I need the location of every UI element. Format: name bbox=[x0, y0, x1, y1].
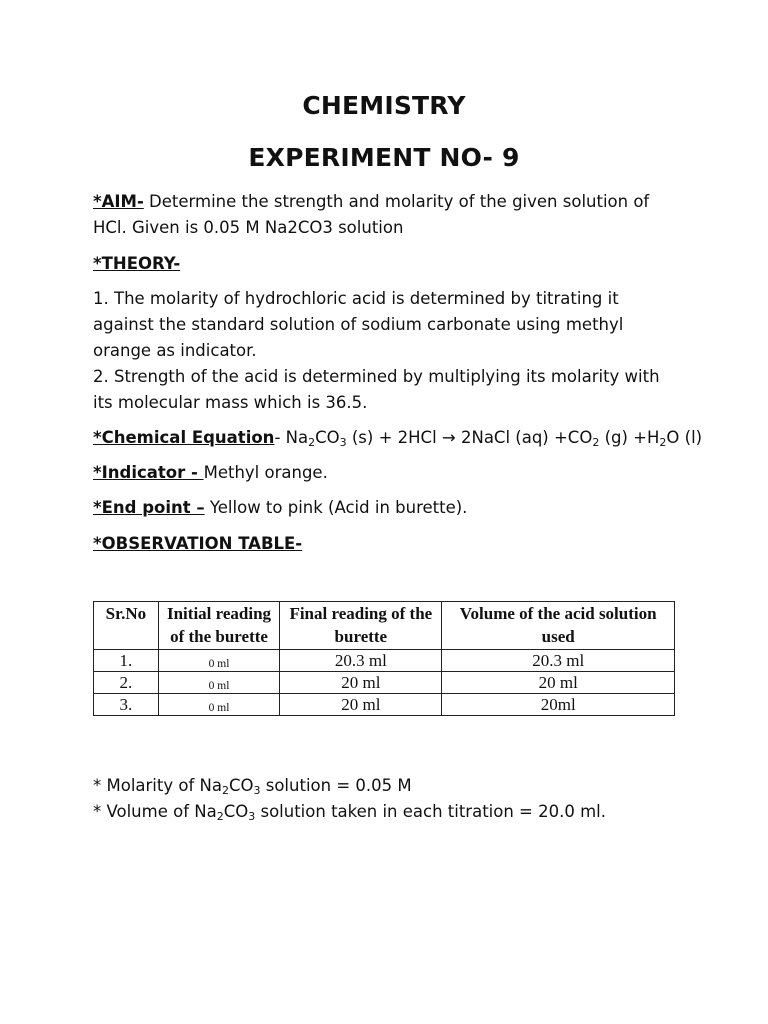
theory-line: against the standard solution of sodium carbonate using methyl bbox=[93, 315, 624, 334]
note-text: * Volume of Na bbox=[93, 802, 217, 821]
chemical-equation-line bbox=[93, 425, 703, 451]
column-header-volume-used: Volume of the acid solution used bbox=[442, 602, 675, 650]
equation-text: Na bbox=[285, 428, 309, 447]
aim-text-1: Determine the strength and molarity of the given solution of bbox=[143, 192, 650, 211]
cell-volume-used: 20ml bbox=[442, 694, 675, 716]
cell-initial-reading: 0 ml bbox=[158, 694, 279, 716]
observation-label: *OBSERVATION TABLE- bbox=[93, 534, 303, 553]
end-point-label: *End point – bbox=[93, 498, 205, 517]
cell-volume-used: 20.3 ml bbox=[442, 650, 675, 672]
note-text: * Molarity of Na bbox=[93, 776, 222, 795]
indicator-label: *Indicator - bbox=[93, 463, 204, 482]
aim-line-1 bbox=[93, 189, 693, 215]
experiment-number: EXPERIMENT NO- 9 bbox=[248, 143, 520, 172]
subscript: 2 bbox=[592, 436, 600, 449]
subscript: 2 bbox=[221, 784, 229, 797]
subscript: 2 bbox=[659, 436, 667, 449]
cell-sr-no: 1. bbox=[94, 650, 159, 672]
cell-initial-reading: 0 ml bbox=[158, 672, 279, 694]
cell-volume-used: 20 ml bbox=[442, 672, 675, 694]
aim-line-2: HCl. Given is 0.05 M Na2CO3 solution bbox=[93, 218, 404, 237]
equation-separator: - bbox=[274, 428, 286, 447]
equation-text: (g) +H bbox=[599, 428, 660, 447]
theory-line: orange as indicator. bbox=[93, 341, 257, 360]
theory-line: 1. The molarity of hydrochloric acid is determined by titrating it bbox=[93, 289, 619, 308]
equation-text: O (l) bbox=[666, 428, 703, 447]
indicator-text: Methyl orange. bbox=[203, 463, 328, 482]
cell-sr-no: 2. bbox=[94, 672, 159, 694]
cell-initial-reading: 0 ml bbox=[158, 650, 279, 672]
theory-line: its molecular mass which is 36.5. bbox=[93, 393, 368, 412]
volume-note bbox=[93, 799, 693, 825]
cell-final-reading: 20 ml bbox=[280, 672, 442, 694]
note-text: solution = 0.05 M bbox=[260, 776, 412, 795]
subscript: 2 bbox=[216, 810, 224, 823]
equation-text: CO bbox=[315, 428, 340, 447]
theory-line: 2. Strength of the acid is determined by multiplying its molarity with bbox=[93, 367, 660, 386]
note-text: solution taken in each titration = 20.0 ml. bbox=[255, 802, 607, 821]
note-text: CO bbox=[223, 802, 249, 821]
subscript: 3 bbox=[253, 784, 261, 797]
cell-sr-no: 3. bbox=[94, 694, 159, 716]
cell-final-reading: 20.3 ml bbox=[280, 650, 442, 672]
column-header-final-reading: Final reading of the burette bbox=[280, 602, 442, 650]
end-point-line bbox=[93, 495, 693, 521]
observation-table bbox=[93, 601, 675, 716]
chemical-equation-label: *Chemical Equation bbox=[93, 428, 275, 447]
molarity-note bbox=[93, 773, 693, 799]
subscript: 2 bbox=[308, 436, 316, 449]
aim-label: *AIM- bbox=[93, 192, 144, 211]
document-title: CHEMISTRY bbox=[302, 91, 466, 120]
column-header-sr-no: Sr.No bbox=[94, 602, 159, 650]
table-row bbox=[94, 672, 675, 694]
equation-text: (s) + 2HCl → 2NaCl (aq) +CO bbox=[346, 428, 593, 447]
table-row bbox=[94, 650, 675, 672]
theory-label: *THEORY- bbox=[93, 254, 181, 273]
subscript: 3 bbox=[248, 810, 256, 823]
table-header-row bbox=[94, 602, 675, 650]
theory-heading bbox=[93, 251, 693, 277]
note-text: CO bbox=[228, 776, 254, 795]
observation-heading bbox=[93, 531, 693, 557]
cell-final-reading: 20 ml bbox=[280, 694, 442, 716]
column-header-initial-reading: Initial reading of the burette bbox=[158, 602, 279, 650]
end-point-text: Yellow to pink (Acid in burette). bbox=[204, 498, 468, 517]
subscript: 3 bbox=[339, 436, 347, 449]
indicator-line bbox=[93, 460, 693, 486]
table-row bbox=[94, 694, 675, 716]
